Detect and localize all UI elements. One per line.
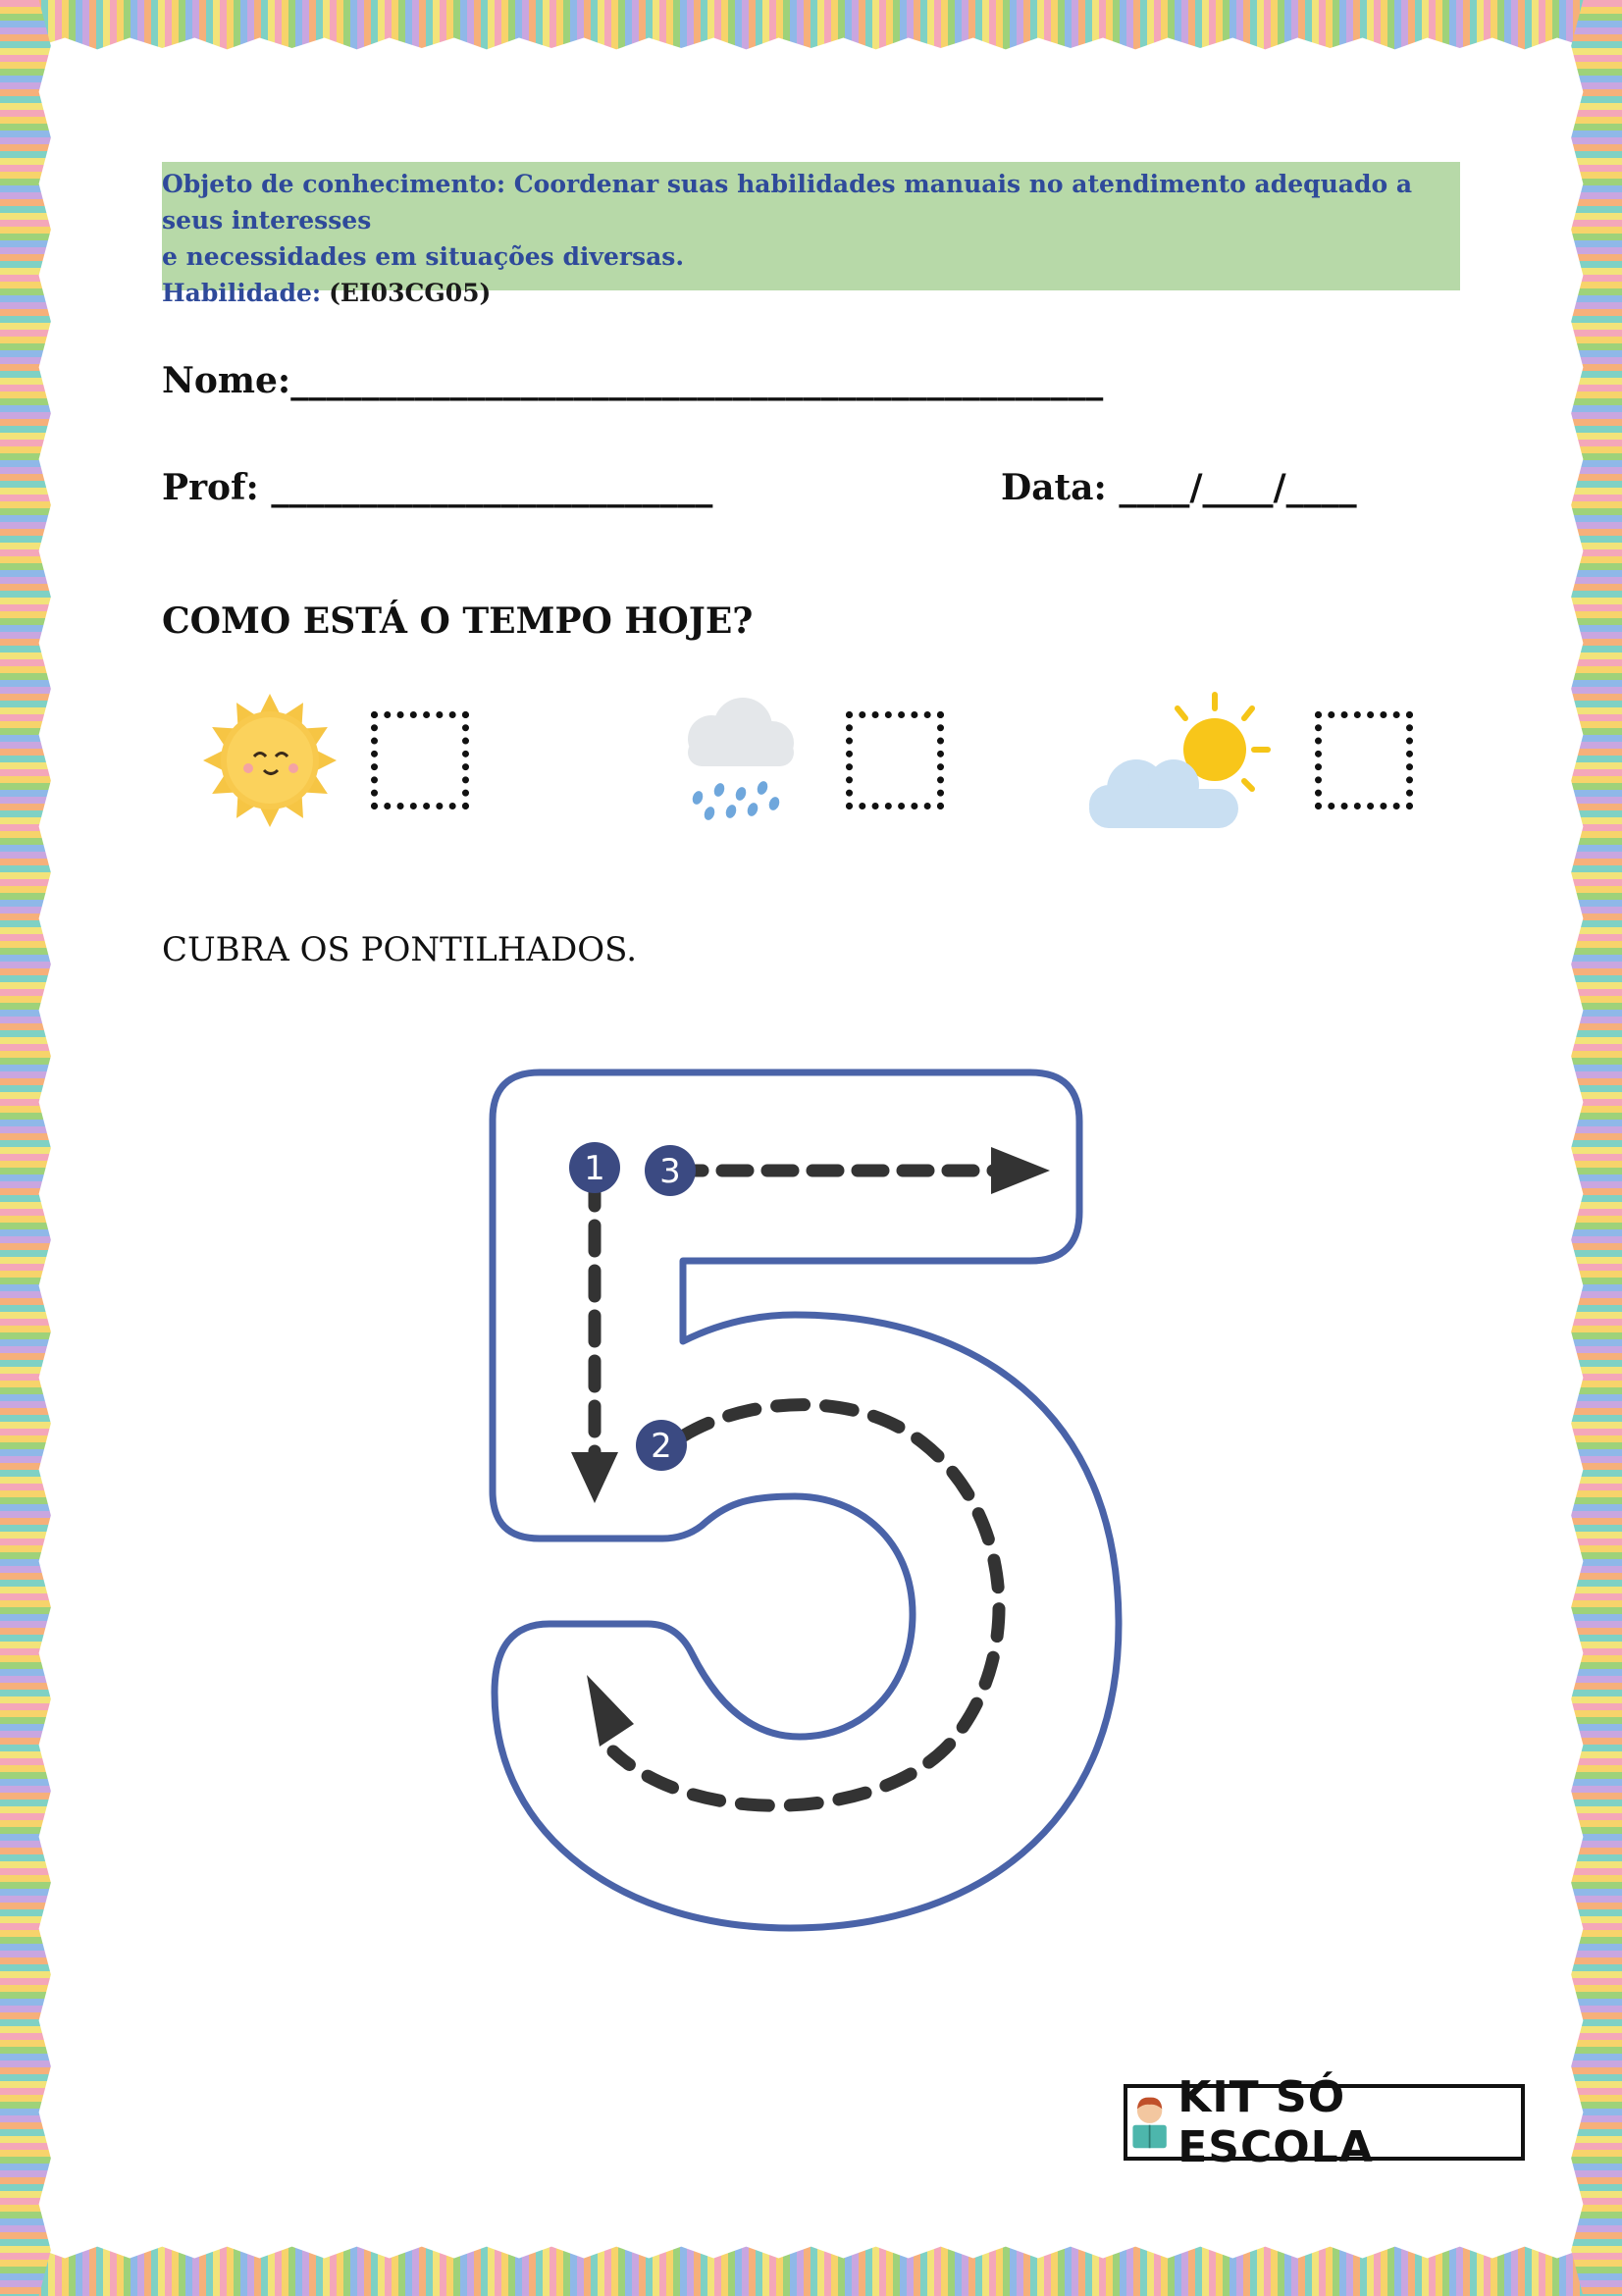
- weather-question: COMO ESTÁ O TEMPO HOJE?: [162, 600, 754, 642]
- pencil-border-left: [0, 0, 71, 2296]
- reading-child-icon: [1127, 2092, 1172, 2153]
- pencil-border-top: [0, 0, 1622, 69]
- rain-cloud-icon: [672, 692, 810, 829]
- step-3-label: 3: [659, 1152, 681, 1191]
- step-1-label: 1: [584, 1149, 605, 1188]
- objective-box: [162, 162, 1460, 307]
- brand-logo-text: KIT SÓ ESCOLA: [1177, 2072, 1374, 2172]
- rain-checkbox[interactable]: [846, 711, 944, 809]
- objective-line-2: e necessidades em situações diversas.: [162, 242, 685, 271]
- pencil-border-bottom: [0, 2227, 1622, 2296]
- teacher-field[interactable]: Prof: _________________________: [162, 467, 713, 508]
- objective-line-1: Objeto de conhecimento: Coordenar suas habilidades manuais no atendimento adequado a seus interesses: [162, 170, 1413, 235]
- sun-checkbox[interactable]: [371, 711, 469, 809]
- brand-logo: [1124, 2072, 1525, 2172]
- activity-instruction: CUBRA OS PONTILHADOS.: [162, 930, 638, 969]
- name-field[interactable]: Nome:______________________________________________: [162, 360, 1104, 401]
- sun-icon: [201, 692, 339, 829]
- step-2-label: 2: [651, 1427, 672, 1466]
- date-field[interactable]: Data: ____/____/____: [1001, 467, 1357, 508]
- partly-cloudy-icon: [1079, 687, 1276, 834]
- pencil-border-right: [1551, 0, 1622, 2296]
- digit-five-tracing[interactable]: [481, 1065, 1128, 1948]
- habilidade-row: [162, 275, 1460, 311]
- partly-cloudy-checkbox[interactable]: [1315, 711, 1413, 809]
- habilidade-code: (EI03CG05): [329, 279, 492, 307]
- habilidade-label: Habilidade:: [162, 279, 322, 307]
